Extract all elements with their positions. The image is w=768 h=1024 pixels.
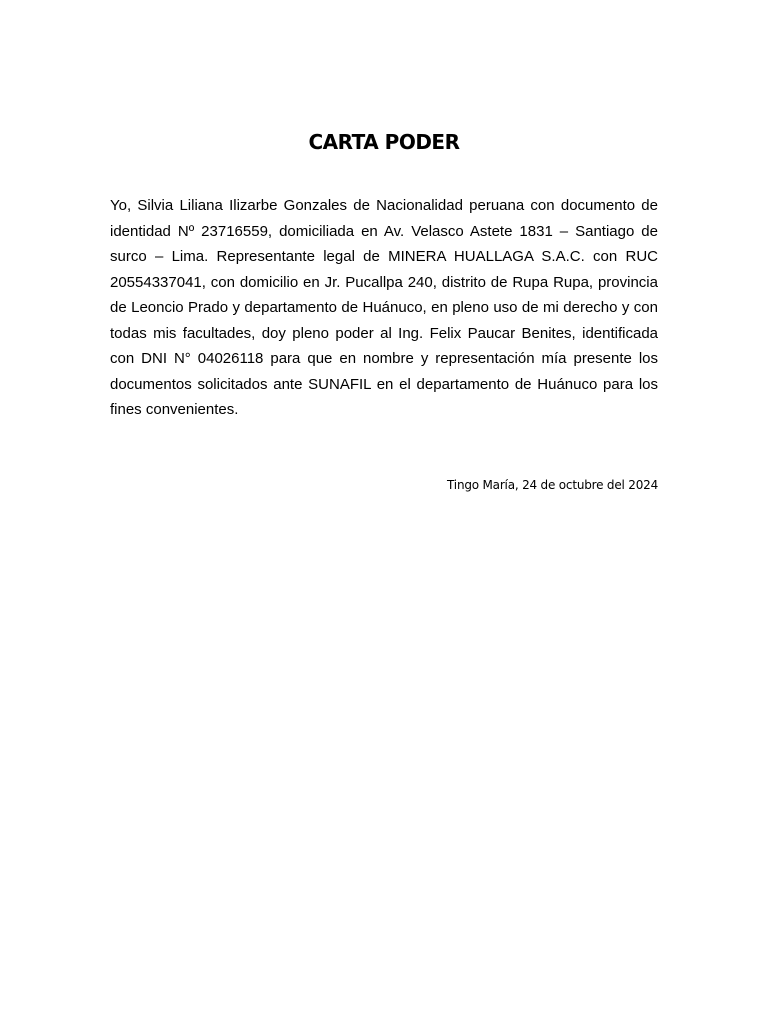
document-title: CARTA PODER: [308, 130, 460, 154]
place-date-line: Tingo María, 24 de octubre del 2024: [447, 478, 658, 492]
body-paragraph: Yo, Silvia Liliana Ilizarbe Gonzales de Nacionalidad peruana con documento de identidad Nº 23716559, domiciliada en Av. Velasco Astete 1831 – Santiago de surco – Lima. Representante legal de MINERA HUALLAGA S.A.C. con RUC 20554337041, con domicilio en Jr. Pucallpa 240, distrito de Rupa Rupa, provincia de Leoncio Prado y departamento de Huánuco, en pleno uso de mi derecho y con todas mis facultades, doy pleno poder al Ing. Felix Paucar Benites, identificada con DNI N° 04026118 para que en nombre y representación mía presente los documentos solicitados ante SUNAFIL en el departamento de Huánuco para los fines convenientes.: [110, 197, 658, 418]
